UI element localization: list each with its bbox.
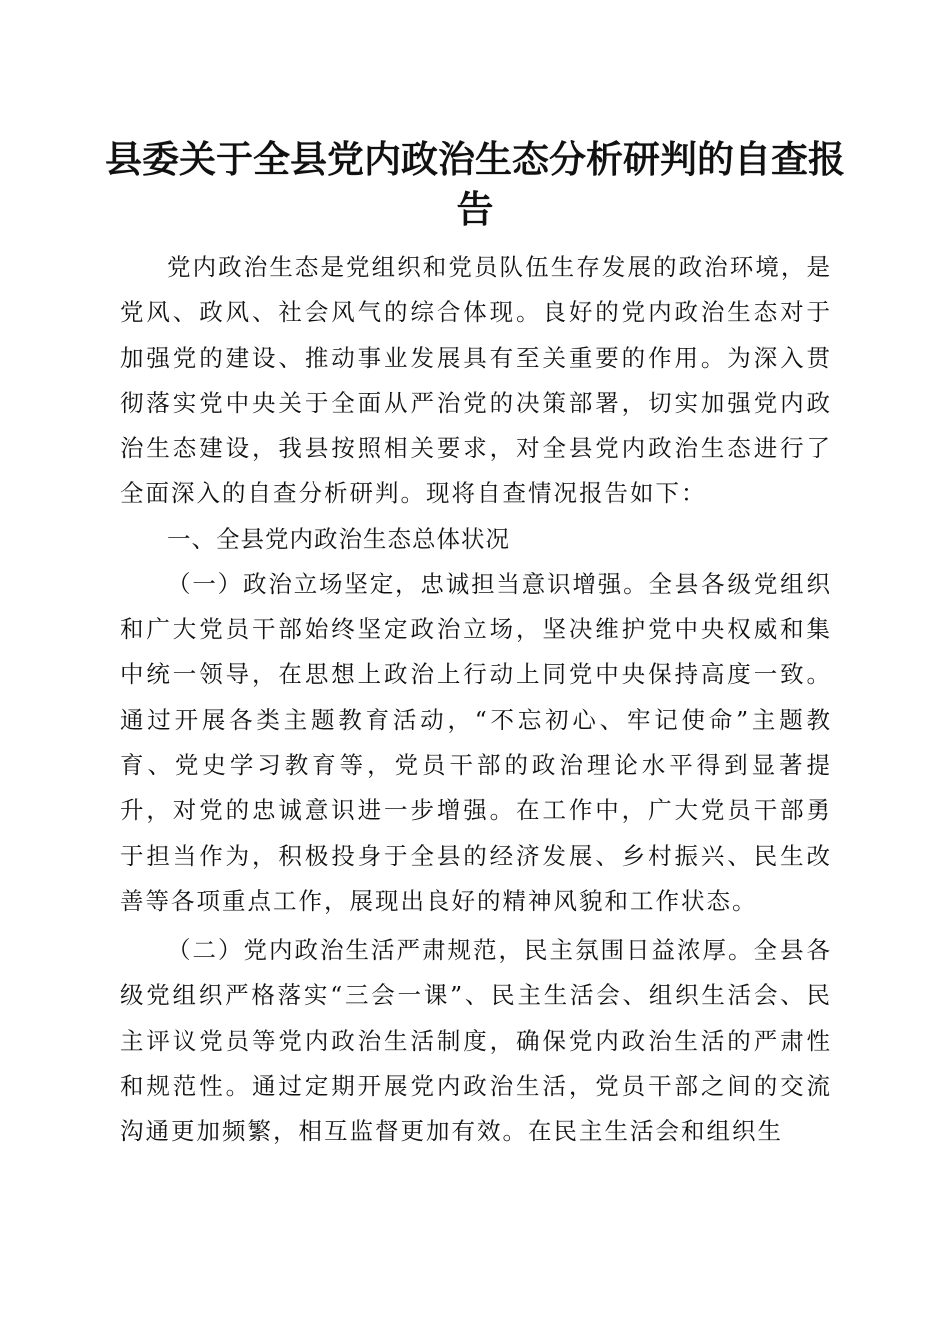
section-heading-1: 一、全县党内政治生态总体状况	[167, 524, 510, 553]
subsection-heading-1: （一）政治立场坚定，忠诚担当意识增强。	[167, 569, 649, 598]
subsection-body-1: 全县各级党组织和广大党员干部始终坚定政治立场，坚决维护党中央权威和集中统一领导，在思想上政治上行动上同党中央保持高度一致。通过开展各类主题教育活动，“不忘初心、牢记使命”主题教育、党史学习教育等，党员干部的政治理论水平得到显著提升，对党的忠诚意识进一步增强。在工作中，广大党员干部勇于担当作为，积极投身于全县的经济发展、乡村振兴、民生改善等各项重点工作，展现出良好的精神风貌和工作状态。	[120, 569, 833, 915]
intro-paragraph: 党内政治生态是党组织和党员队伍生存发展的政治环境，是党风、政风、社会风气的综合体现。良好的党内政治生态对于加强党的建设、推动事业发展具有至关重要的作用。为深入贯彻落实党中央关于全面从严治党的决策部署，切实加强党内政治生态建设，我县按照相关要求，对全县党内政治生态进行了全面深入的自查分析研判。现将自查情况报告如下：	[120, 253, 832, 508]
subsection-paragraph-2	[120, 928, 832, 1154]
subsection-body-2: 全县各级党组织严格落实“三会一课”、民主生活会、组织生活会、民主评议党员等党内政治生活制度，确保党内政治生活的严肃性和规范性。通过定期开展党内政治生活，党员干部之间的交流沟通更加频繁，相互监督更加有效。在民主生活会和组织生	[120, 936, 832, 1146]
document-title: 县委关于全县党内政治生态分析研判的自查报告	[105, 137, 845, 231]
document-body	[120, 245, 832, 1155]
subsection-heading-2: （二）党内政治生活严肃规范，民主氛围日益浓厚。	[167, 936, 754, 965]
subsection-paragraph-1	[120, 562, 832, 924]
